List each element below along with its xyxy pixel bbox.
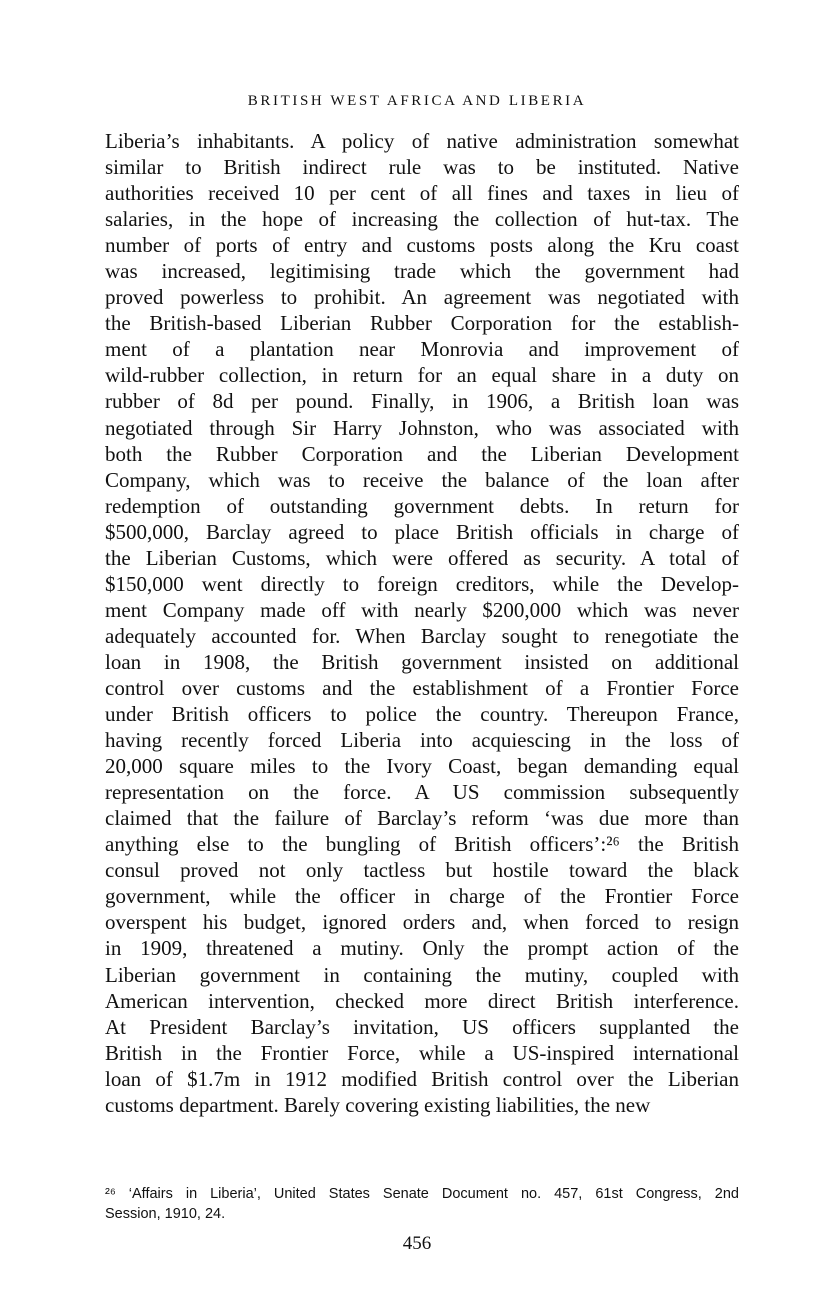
body-line: government, while the officer in charge of the Frontier Force xyxy=(105,884,739,909)
body-line: the Liberian Customs, which were offered as security. A total of xyxy=(105,545,739,570)
body-line: proved powerless to prohibit. An agreement was negotiated with xyxy=(105,285,739,310)
body-line: claimed that the failure of Barclay’s reform ‘was due more than xyxy=(105,806,739,831)
body-line: loan of $1.7m in 1912 modified British control over the Liberian xyxy=(105,1066,739,1091)
body-line: redemption of outstanding government debts. In return for xyxy=(105,493,739,518)
page-number: 456 xyxy=(402,1233,432,1254)
body-line: British in the Frontier Force, while a US-inspired international xyxy=(105,1040,739,1065)
body-line: negotiated through Sir Harry Johnston, who was associated with xyxy=(105,415,739,440)
body-line: American intervention, checked more direct British interference. xyxy=(105,988,739,1013)
body-text xyxy=(105,128,739,1118)
body-line: representation on the force. A US commission subsequently xyxy=(105,780,739,805)
body-line: customs department. Barely covering existing liabilities, the new xyxy=(105,1092,651,1117)
body-line: similar to British indirect rule was to be instituted. Native xyxy=(105,155,739,180)
body-line: Liberian government in containing the mutiny, coupled with xyxy=(105,962,739,987)
body-line: under British officers to police the country. Thereupon France, xyxy=(105,702,739,727)
body-line: in 1909, threatened a mutiny. Only the prompt action of the xyxy=(105,936,739,961)
body-line: $500,000, Barclay agreed to place British officials in charge of xyxy=(105,519,739,544)
body-line: $150,000 went directly to foreign creditors, while the Develop- xyxy=(105,571,739,596)
body-line: 20,000 square miles to the Ivory Coast, began demanding equal xyxy=(105,754,739,779)
body-line: Company, which was to receive the balance of the loan after xyxy=(105,467,739,492)
body-line: number of ports of entry and customs posts along the Kru coast xyxy=(105,233,739,258)
body-line: overspent his budget, ignored orders and, when forced to resign xyxy=(105,910,739,935)
running-head: BRITISH WEST AFRICA AND LIBERIA xyxy=(247,93,587,109)
body-line: ment of a plantation near Monrovia and improvement of xyxy=(105,337,739,362)
body-line: salaries, in the hope of increasing the collection of hut-tax. The xyxy=(105,207,739,232)
footnotes xyxy=(105,1184,739,1224)
body-line: loan in 1908, the British government insisted on additional xyxy=(105,649,739,674)
body-line: authorities received 10 per cent of all fines and taxes in lieu of xyxy=(105,181,739,206)
body-line: anything else to the bungling of British officers’:²⁶ the British xyxy=(105,832,739,857)
body-line: rubber of 8d per pound. Finally, in 1906, a British loan was xyxy=(105,389,739,414)
body-line: control over customs and the establishment of a Frontier Force xyxy=(105,675,739,700)
footnote-line: Session, 1910, 24. xyxy=(105,1206,226,1222)
footnote-line: ²⁶ ‘Affairs in Liberia’, United States Senate Document no. 457, 61st Congress, 2nd xyxy=(105,1186,739,1202)
body-line: consul proved not only tactless but hostile toward the black xyxy=(105,858,739,883)
body-line: Liberia’s inhabitants. A policy of native administration somewhat xyxy=(105,129,739,153)
body-line: adequately accounted for. When Barclay sought to renegotiate the xyxy=(105,623,739,648)
body-line: having recently forced Liberia into acquiescing in the loss of xyxy=(105,728,739,753)
body-line: ment Company made off with nearly $200,000 which was never xyxy=(105,597,739,622)
body-line: both the Rubber Corporation and the Liberian Development xyxy=(105,441,739,466)
body-line: the British-based Liberian Rubber Corporation for the establish- xyxy=(105,311,739,336)
body-line: wild-rubber collection, in return for an equal share in a duty on xyxy=(105,363,739,388)
body-line: At President Barclay’s invitation, US officers supplanted the xyxy=(105,1014,739,1039)
body-line: was increased, legitimising trade which the government had xyxy=(105,259,739,284)
